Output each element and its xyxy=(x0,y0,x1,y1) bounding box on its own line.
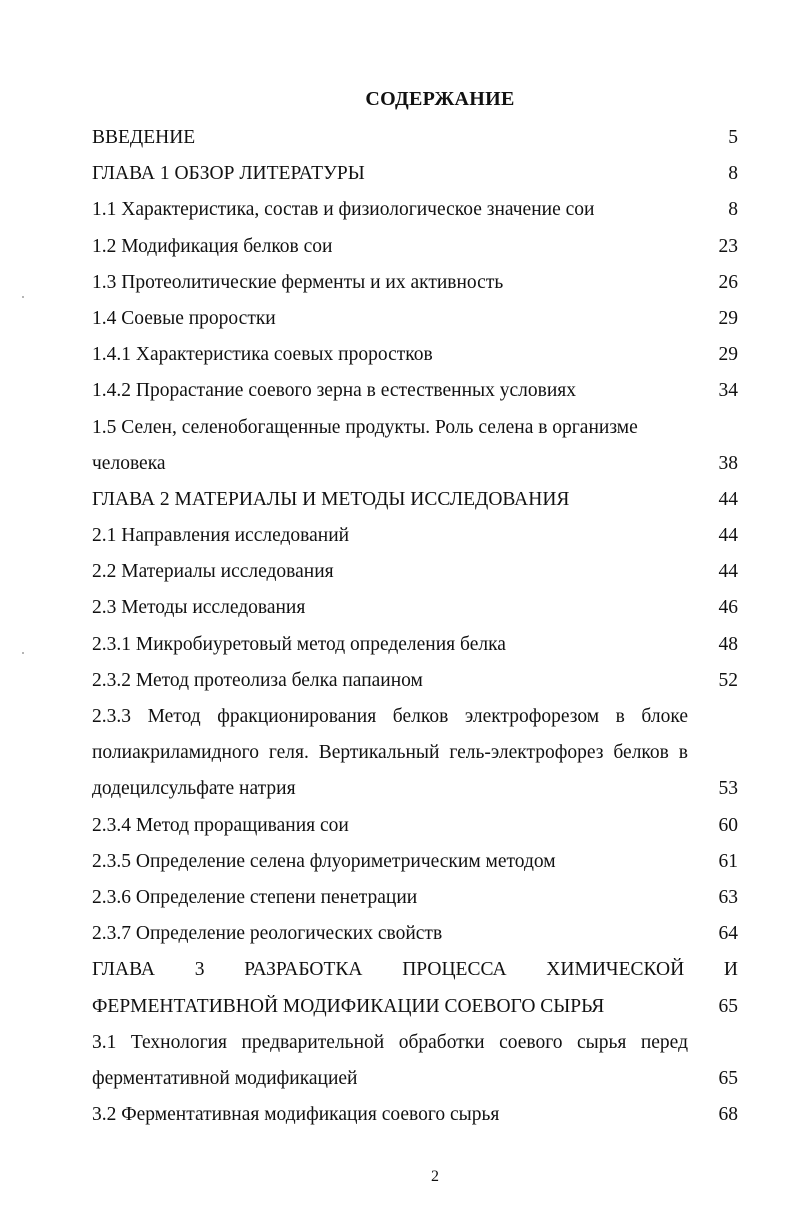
toc-entry-text: 1.1 Характеристика, состав и физиологическое значение сои xyxy=(92,199,595,221)
toc-entry-page: 46 xyxy=(718,597,738,619)
toc-entry-text: 2.3.3 Метод фракционирования белков электрофорезом в блоке xyxy=(92,706,688,727)
toc-entry-2-3[interactable] xyxy=(92,590,738,626)
toc-entry-text: ферментативной модификацией xyxy=(92,1067,358,1089)
toc-entry-chapter-2[interactable] xyxy=(92,482,738,518)
toc-entry-page: 29 xyxy=(718,344,738,366)
toc-entry-2-3-4[interactable] xyxy=(92,808,738,844)
toc-entry-page: 60 xyxy=(718,814,738,836)
toc-entry-text: ГЛАВА 2 МАТЕРИАЛЫ И МЕТОДЫ ИССЛЕДОВАНИЯ xyxy=(92,488,570,510)
toc-entry-text: ГЛАВА 1 ОБЗОР ЛИТЕРАТУРЫ xyxy=(92,163,365,185)
toc-entry-page: 44 xyxy=(718,525,738,547)
toc-entry-text: 2.3.6 Определение степени пенетрации xyxy=(92,886,418,908)
toc-entry-page: 34 xyxy=(718,380,738,402)
toc-entry-page: 68 xyxy=(718,1104,738,1126)
toc-entry-text: 2.2 Материалы исследования xyxy=(92,561,334,583)
toc-entry-2-3-7[interactable] xyxy=(92,916,738,952)
scan-mark xyxy=(22,296,24,298)
toc-entry-text: 1.4 Соевые проростки xyxy=(92,307,276,329)
toc-entry-text: 2.3 Методы исследования xyxy=(92,597,306,619)
toc-entry-page: 38 xyxy=(718,452,738,474)
toc-entry-1-4[interactable] xyxy=(92,301,738,337)
toc-entry-page: 23 xyxy=(718,235,738,257)
toc-entry-2-3-1[interactable] xyxy=(92,627,738,663)
toc-entry-chapter-3-continued[interactable] xyxy=(92,989,738,1025)
page-number: 2 xyxy=(431,1168,439,1185)
toc-entry-page: 5 xyxy=(728,127,738,148)
toc-entry-1-2[interactable] xyxy=(92,229,738,265)
toc-entry-text: додецилсульфате натрия xyxy=(92,778,296,800)
toc-entry-text: 1.2 Модификация белков сои xyxy=(92,235,333,257)
toc-entry-chapter-3[interactable] xyxy=(92,952,738,988)
toc-entry-introduction[interactable] xyxy=(92,120,738,156)
toc-entry-text: 3.2 Ферментативная модификация соевого сырья xyxy=(92,1104,500,1126)
toc-entry-2-3-2[interactable] xyxy=(92,663,738,699)
toc-entry-text: полиакриламидного геля. Вертикальный гель-электрофорез белков в xyxy=(92,742,688,764)
toc-entry-2-3-3[interactable] xyxy=(92,699,738,735)
toc-entry-page: 8 xyxy=(728,163,738,185)
toc-entry-page: 52 xyxy=(718,669,738,691)
toc-entry-page: 63 xyxy=(718,886,738,908)
toc-entry-1-4-2[interactable] xyxy=(92,373,738,409)
toc-entry-page: 48 xyxy=(718,633,738,655)
toc-entry-text: 3.1 Технология предварительной обработки соевого сырья перед xyxy=(92,1031,688,1053)
table-of-contents xyxy=(92,120,738,1133)
toc-entry-page: 44 xyxy=(718,561,738,583)
toc-entry-page: 44 xyxy=(718,488,738,510)
toc-entry-3-1[interactable] xyxy=(92,1025,738,1061)
toc-entry-text: 1.4.2 Прорастание соевого зерна в естественных условиях xyxy=(92,380,576,402)
toc-entry-1-1[interactable] xyxy=(92,192,738,228)
toc-entry-2-3-3-line-2[interactable] xyxy=(92,735,738,771)
toc-entry-3-1-continued[interactable] xyxy=(92,1061,738,1097)
toc-entry-page: 53 xyxy=(718,778,738,800)
toc-entry-text: человека xyxy=(92,452,166,474)
toc-entry-3-2[interactable] xyxy=(92,1097,738,1133)
toc-entry-1-5[interactable] xyxy=(92,410,738,446)
toc-entry-text: 2.3.7 Определение реологических свойств xyxy=(92,923,443,945)
toc-entry-text: 2.3.5 Определение селена флуориметрическим методом xyxy=(92,850,556,872)
toc-entry-chapter-1[interactable] xyxy=(92,156,738,192)
toc-entry-text: ВВЕДЕНИЕ xyxy=(92,127,196,148)
toc-entry-page: 26 xyxy=(718,271,738,293)
toc-entry-text: 2.3.1 Микробиуретовый метод определения белка xyxy=(92,633,506,655)
toc-entry-2-3-6[interactable] xyxy=(92,880,738,916)
toc-entry-2-3-3-line-3[interactable] xyxy=(92,771,738,807)
toc-entry-text: 2.1 Направления исследований xyxy=(92,525,350,547)
toc-entry-text: 2.3.4 Метод проращивания сои xyxy=(92,814,349,836)
toc-title: СОДЕРЖАНИЕ xyxy=(365,88,515,110)
toc-entry-1-3[interactable] xyxy=(92,265,738,301)
toc-entry-text: ГЛАВА 3 РАЗРАБОТКА ПРОЦЕССА ХИМИЧЕСКОЙ И xyxy=(92,959,738,981)
scan-mark xyxy=(22,652,24,654)
toc-entry-1-4-1[interactable] xyxy=(92,337,738,373)
toc-entry-text: 2.3.2 Метод протеолиза белка папаином xyxy=(92,669,423,691)
toc-entry-text: ФЕРМЕНТАТИВНОЙ МОДИФИКАЦИИ СОЕВОГО СЫРЬЯ xyxy=(92,995,605,1017)
toc-entry-text: 1.4.1 Характеристика соевых проростков xyxy=(92,344,433,366)
toc-entry-page: 65 xyxy=(718,1067,738,1089)
toc-entry-text: 1.3 Протеолитические ферменты и их активность xyxy=(92,271,504,293)
toc-entry-2-1[interactable] xyxy=(92,518,738,554)
toc-entry-text: 1.5 Селен, селенобогащенные продукты. Роль селена в организме xyxy=(92,416,638,438)
toc-entry-page: 29 xyxy=(718,307,738,329)
toc-entry-page: 65 xyxy=(718,995,738,1017)
toc-entry-1-5-continued[interactable] xyxy=(92,446,738,482)
toc-entry-2-3-5[interactable] xyxy=(92,844,738,880)
toc-entry-page: 8 xyxy=(728,199,738,221)
toc-entry-2-2[interactable] xyxy=(92,554,738,590)
toc-entry-page: 64 xyxy=(718,923,738,945)
toc-entry-page: 61 xyxy=(718,850,738,872)
